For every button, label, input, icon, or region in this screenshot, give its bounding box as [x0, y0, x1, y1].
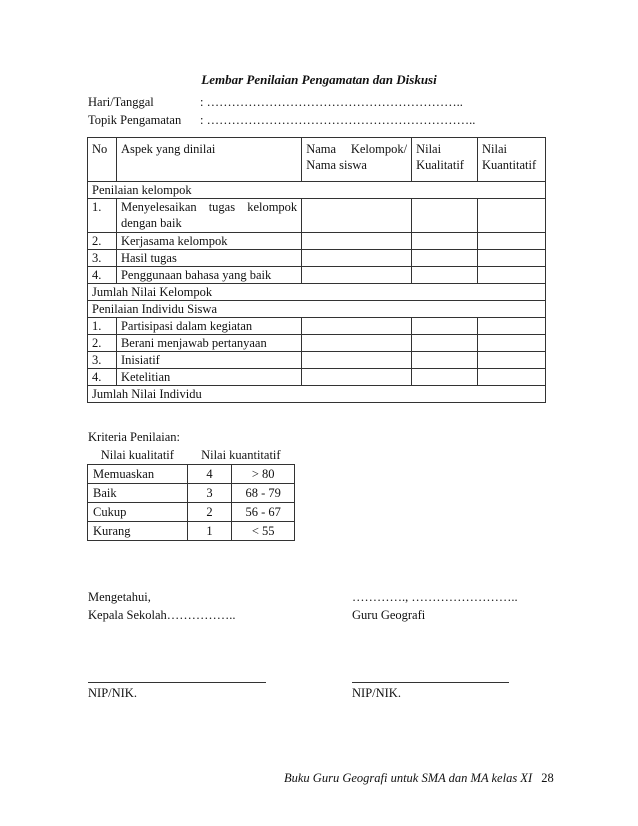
document-title: Lembar Penilaian Pengamatan dan Diskusi: [201, 72, 437, 87]
cell-kuantitatif[interactable]: [477, 250, 545, 267]
criteria-range: < 55: [232, 522, 295, 541]
row-aspek: Kerjasama kelompok: [116, 233, 301, 250]
cell-kualitatif[interactable]: [412, 335, 478, 352]
table-row: [88, 352, 546, 369]
row-aspek-line1: Menyelesaikan tugas kelompok: [120, 200, 298, 214]
section-kelompok-row: [88, 182, 546, 199]
nip-left: NIP/NIK.: [88, 686, 137, 700]
row-aspek: Berani menjawab pertanyaan: [116, 335, 301, 352]
cell-kualitatif[interactable]: [412, 267, 478, 284]
cell-nama[interactable]: [302, 267, 412, 284]
page-number: 28: [541, 771, 554, 785]
criteria-kualitatif: Cukup: [88, 503, 188, 522]
criteria-label: Kriteria Penilaian:: [88, 430, 180, 444]
jumlah-individu-row: [88, 386, 546, 403]
row-no: 4.: [88, 267, 117, 284]
cell-kualitatif[interactable]: [412, 250, 478, 267]
row-no: 1.: [88, 199, 117, 233]
table-row: [88, 199, 546, 233]
row-aspek: Hasil tugas: [116, 250, 301, 267]
criteria-header-kualitatif: Nilai kualitatif: [88, 446, 188, 465]
jumlah-individu: Jumlah Nilai Individu: [88, 386, 546, 403]
row-no: 3.: [88, 352, 117, 369]
criteria-num: 1: [187, 522, 232, 541]
row-no: 3.: [88, 250, 117, 267]
footer-book-title: Buku Guru Geografi untuk SMA dan MA kelas XI: [284, 771, 533, 785]
cell-nama[interactable]: [302, 318, 412, 335]
header-nama-siswa: Nama siswa: [306, 158, 367, 172]
cell-nama[interactable]: [302, 352, 412, 369]
nip-right: NIP/NIK.: [352, 686, 401, 700]
row-no: 2.: [88, 233, 117, 250]
header-kualitatif: [412, 138, 478, 182]
row-no: 1.: [88, 318, 117, 335]
header-aspek: Aspek yang dinilai: [116, 138, 301, 182]
cell-kualitatif[interactable]: [412, 233, 478, 250]
criteria-num: 4: [187, 465, 232, 484]
header-kelompok-word: Kelompok/: [350, 142, 408, 156]
row-aspek: Ketelitian: [116, 369, 301, 386]
jumlah-kelompok-row: [88, 284, 546, 301]
header-nama: [302, 138, 412, 182]
cell-kualitatif[interactable]: [412, 352, 478, 369]
table-row: [88, 267, 546, 284]
table-row: [88, 250, 546, 267]
row-aspek-line2: dengan baik: [120, 216, 182, 230]
row-no: 4.: [88, 369, 117, 386]
criteria-row: [88, 503, 295, 522]
cell-kuantitatif[interactable]: [477, 267, 545, 284]
row-aspek: Partisipasi dalam kegiatan: [116, 318, 301, 335]
cell-kuantitatif[interactable]: [477, 318, 545, 335]
table-row: [88, 369, 546, 386]
row-aspek: Inisiatif: [116, 352, 301, 369]
criteria-num: 2: [187, 503, 232, 522]
cell-kualitatif[interactable]: [412, 318, 478, 335]
table-row: [88, 335, 546, 352]
criteria-range: > 80: [232, 465, 295, 484]
cell-nama[interactable]: [302, 199, 412, 233]
section-individu: Penilaian Individu Siswa: [88, 301, 546, 318]
row-aspek: Penggunaan bahasa yang baik: [116, 267, 301, 284]
cell-nama[interactable]: [302, 250, 412, 267]
sig-kepala-sekolah: Kepala Sekolah……………..: [88, 608, 236, 622]
criteria-header-kuantitatif: Nilai kuantitatif: [187, 446, 294, 465]
jumlah-kelompok: Jumlah Nilai Kelompok: [88, 284, 546, 301]
cell-kuantitatif[interactable]: [477, 369, 545, 386]
topik-label: Topik Pengamatan: [88, 113, 182, 127]
cell-kuantitatif[interactable]: [477, 335, 545, 352]
criteria-row: [88, 522, 295, 541]
criteria-table: [87, 446, 295, 541]
signature-line-right: [352, 682, 509, 683]
cell-kuantitatif[interactable]: [477, 233, 545, 250]
topik-value: : ………………………………………………………..: [200, 113, 476, 127]
criteria-kualitatif: Memuaskan: [88, 465, 188, 484]
table-row: [88, 318, 546, 335]
sig-mengetahui: Mengetahui,: [88, 590, 151, 604]
criteria-row: [88, 484, 295, 503]
header-nama-word: Nama: [306, 142, 337, 156]
table-row: [88, 233, 546, 250]
criteria-range: 68 - 79: [232, 484, 295, 503]
signature-line-left: [88, 682, 266, 683]
criteria-num: 3: [187, 484, 232, 503]
row-no: 2.: [88, 335, 117, 352]
cell-kuantitatif[interactable]: [477, 199, 545, 233]
header-kuan-word: Kuantitatif: [481, 158, 537, 172]
cell-kualitatif[interactable]: [412, 369, 478, 386]
cell-kualitatif[interactable]: [412, 199, 478, 233]
section-kelompok: Penilaian kelompok: [88, 182, 546, 199]
sig-date: …………., ……………………..: [352, 590, 518, 604]
cell-kuantitatif[interactable]: [477, 352, 545, 369]
hari-tanggal-label: Hari/Tanggal: [88, 95, 154, 109]
topik-row: [88, 113, 475, 128]
cell-nama[interactable]: [302, 233, 412, 250]
cell-nama[interactable]: [302, 335, 412, 352]
header-kuantitatif: [477, 138, 545, 182]
criteria-kualitatif: Kurang: [88, 522, 188, 541]
criteria-kualitatif: Baik: [88, 484, 188, 503]
hari-tanggal-value: : ……………………………………………………..: [200, 95, 463, 109]
page-footer: [284, 771, 554, 786]
assessment-table: [87, 137, 546, 403]
sig-guru-geografi: Guru Geografi: [352, 608, 426, 622]
header-kuan-nilai: Nilai: [481, 142, 507, 156]
header-kual-word: Kualitatif: [416, 158, 464, 172]
criteria-range: 56 - 67: [232, 503, 295, 522]
header-kual-nilai: Nilai: [416, 142, 442, 156]
table-header-row: [88, 138, 546, 182]
criteria-header-row: [88, 446, 295, 465]
row-aspek: [116, 199, 301, 233]
criteria-row: [88, 465, 295, 484]
hari-tanggal-row: [88, 95, 463, 110]
section-individu-row: [88, 301, 546, 318]
cell-nama[interactable]: [302, 369, 412, 386]
header-no: No: [88, 138, 117, 182]
